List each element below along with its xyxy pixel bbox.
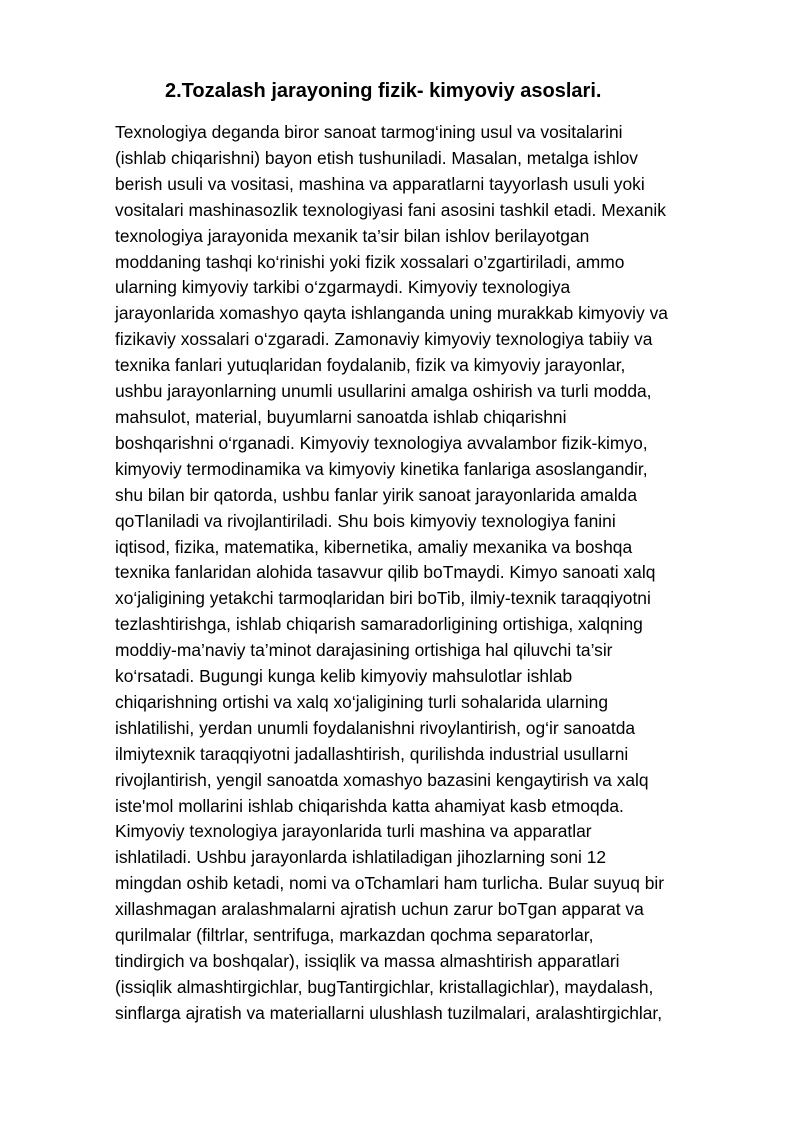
text-line: ilmiytexnik taraqqiyotni jadallashtirish, qurilishda industrial usullarni <box>115 743 629 764</box>
text-line: sinflarga ajratish va materiallarni ulushlash tuzilmalari, aralashtirgichlar, <box>115 1002 663 1023</box>
text-line: xo‘jaligining yetakchi tarmoqlaridan biri boTib, ilmiy-texnik taraqqiyotni <box>115 588 651 609</box>
text-line: jarayonlarida xomashyo qayta ishlanganda uning murakkab kimyoviy va <box>115 303 668 324</box>
text-line: tezlashtirishga, ishlab chiqarish samaradorligining ortishiga, xalqning <box>115 614 643 635</box>
text-line: Kimyoviy texnologiya jarayonlarida turli mashina va apparatlar <box>115 821 592 842</box>
text-line: (issiqlik almashtirgichlar, bugTantirgichlar, kristallagichlar), maydalash, <box>115 976 654 997</box>
text-line: (ishlab chiqarishni) bayon etish tushuniladi. Masalan, metalga ishlov <box>115 147 638 168</box>
text-line: mingdan oshib ketadi, nomi va oTchamlari ham turlicha. Bular suyuq bir <box>115 873 665 894</box>
text-line: berish usuli va vositasi, mashina va apparatlarni tayyorlash usuli yoki <box>115 173 645 194</box>
text-line: mahsulot, material, buyumlarni sanoatda ishlab chiqarishni <box>115 406 567 427</box>
section-heading: 2.Tozalash jarayoning fizik- kimyoviy asoslari. <box>165 80 602 102</box>
text-line: ishlatiladi. Ushbu jarayonlarda ishlatiladigan jihozlarning soni 12 <box>115 847 607 868</box>
text-line: ko‘rsatadi. Bugungi kunga kelib kimyoviy mahsulotlar ishlab <box>115 666 573 687</box>
body-paragraph <box>115 120 755 1027</box>
text-line: tindirgich va boshqalar), issiqlik va massa almashtirish apparatlari <box>115 951 620 971</box>
text-line: ushbu jarayonlarning unumli usullarini amalga oshirish va turli modda, <box>115 381 652 402</box>
text-line: qoTlaniladi va rivojlantiriladi. Shu bois kimyoviy texnologiya fanini <box>115 510 616 531</box>
text-line: ularning kimyoviy tarkibi o‘zgarmaydi. Kimyoviy texnologiya <box>115 277 571 298</box>
text-line: texnologiya jarayonida mexanik ta’sir bilan ishlov berilayotgan <box>115 225 590 246</box>
text-line: fizikaviy xossalari o‘zgaradi. Zamonaviy kimyoviy texnologiya tabiiy va <box>115 329 653 350</box>
text-line: shu bilan bir qatorda, ushbu fanlar yirik sanoat jarayonlarida amalda <box>115 484 638 505</box>
text-line: kimyoviy termodinamika va kimyoviy kinetika fanlariga asoslangandir, <box>115 458 648 479</box>
text-line: ishlatilishi, yerdan unumli foydalanishni rivoylantirish, og‘ir sanoatda <box>115 717 636 738</box>
text-line: chiqarishning ortishi va xalq xo‘jaligining turli sohalarida ularning <box>115 691 609 712</box>
text-line: iste'mol mollarini ishlab chiqarishda katta ahamiyat kasb etmoqda. <box>115 795 624 816</box>
text-line: rivojlantirish, yengil sanoatda xomashyo bazasini kengaytirish va xalq <box>115 769 649 790</box>
text-line: Texnologiya deganda biror sanoat tarmog‘ining usul va vositalarini <box>115 122 623 142</box>
text-line: boshqarishni o‘rganadi. Kimyoviy texnologiya avvalambor fizik-kimyo, <box>115 432 648 453</box>
text-line: qurilmalar (filtrlar, sentrifuga, markazdan qochma separatorlar, <box>115 925 594 946</box>
text-line: texnika fanlari yutuqlaridan foydalanib, fizik va kimyoviy jarayonlar, <box>115 355 626 376</box>
text-line: xillashmagan aralashmalarni ajratish uchun zarur boTgan apparat va <box>115 899 644 920</box>
text-line: vositalari mashinasozlik texnologiyasi fani asosini tashkil etadi. Mexanik <box>115 199 666 220</box>
text-line: iqtisod, fizika, matematika, kibernetika, amaliy mexanika va boshqa <box>115 536 633 557</box>
text-line: moddiy-ma’naviy ta’minot darajasining ortishiga hal qiluvchi ta’sir <box>115 640 613 661</box>
text-line: moddaning tashqi ko‘rinishi yoki fizik xossalari o’zgartiriladi, ammo <box>115 251 625 272</box>
text-line: texnika fanlaridan alohida tasavvur qilib boTmaydi. Kimyo sanoati xalq <box>115 562 656 583</box>
